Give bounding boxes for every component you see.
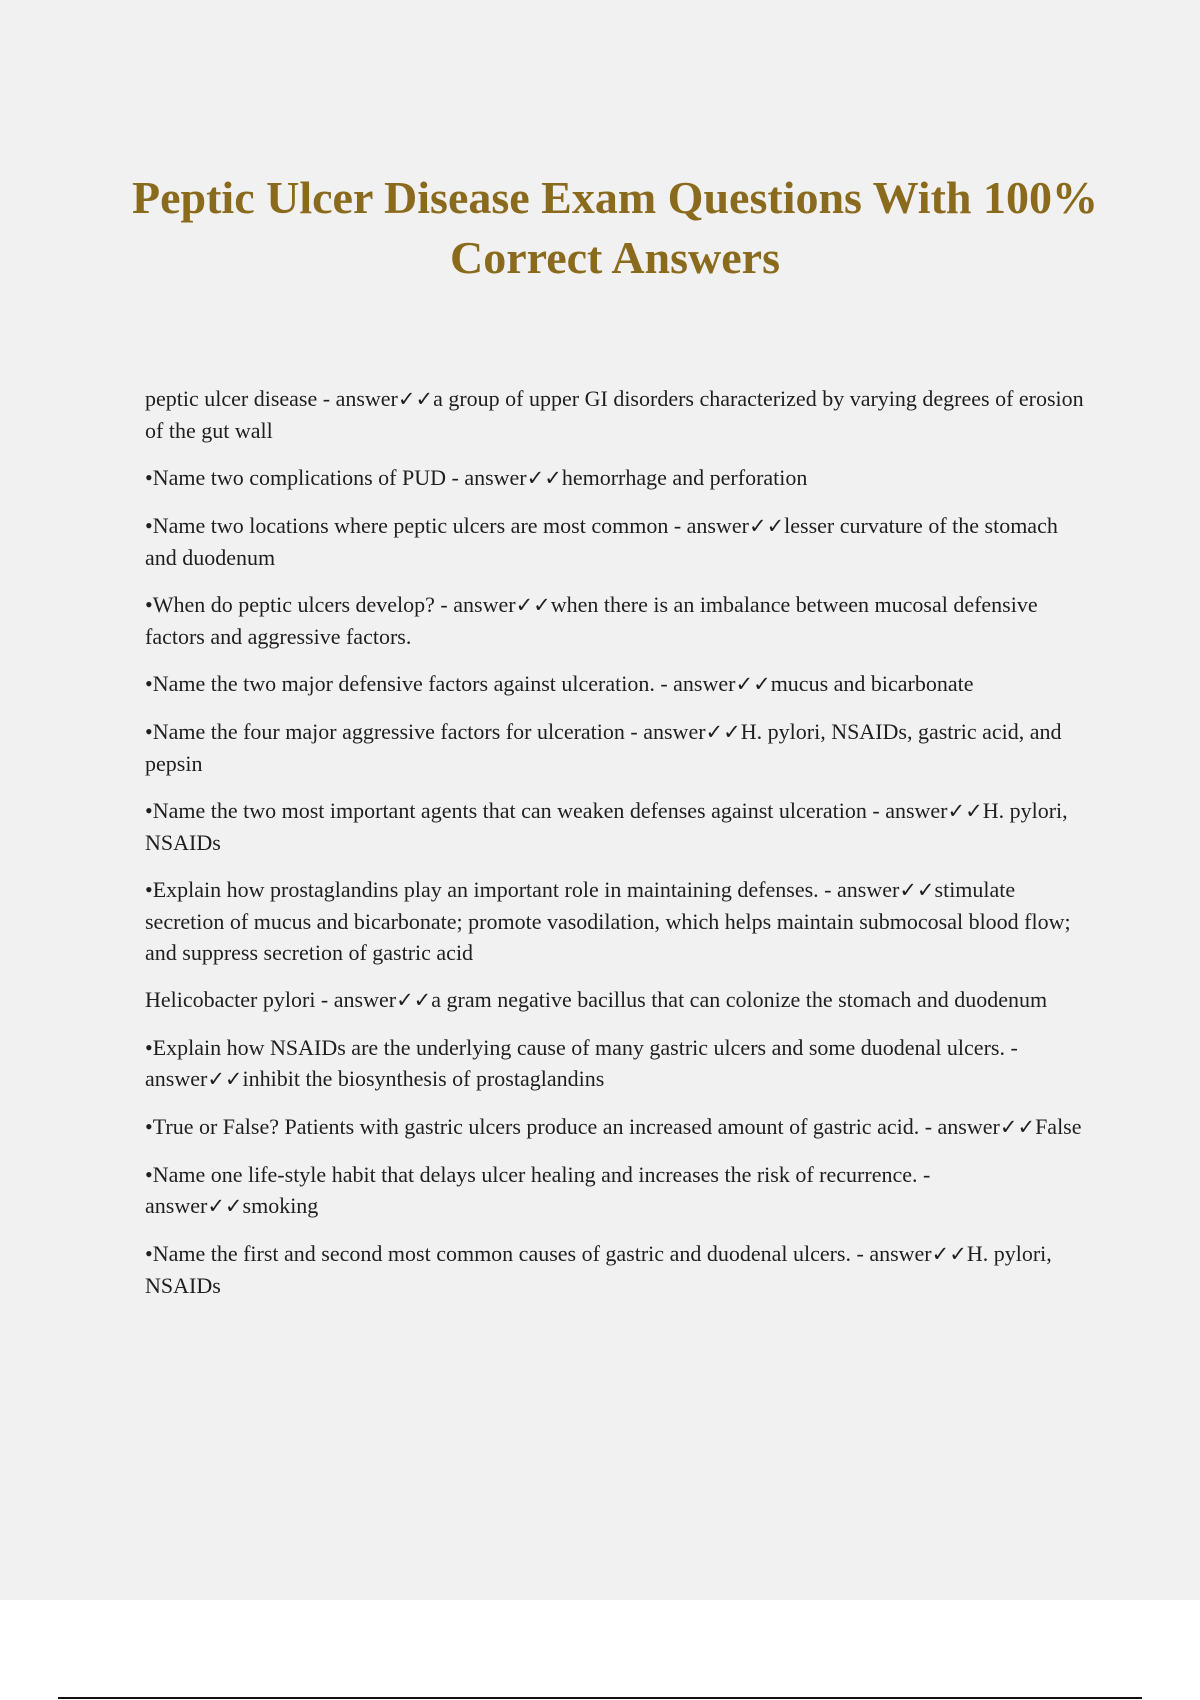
question-text: •When do peptic ulcers develop? - (145, 592, 454, 617)
double-check-icon: ✓✓ (999, 1115, 1036, 1139)
document-title: Peptic Ulcer Disease Exam Questions With 100% Correct Answers (132, 172, 1098, 283)
question-text: Helicobacter pylori - (145, 987, 334, 1012)
question-text: •Explain how NSAIDs are the underlying cause of many gastric ulcers and some duodenal ulcers. - (145, 1035, 1018, 1060)
answer-text: mucus and bicarbonate (770, 671, 974, 696)
answer-label: answer (145, 1066, 208, 1091)
answer-text: stimulate secretion of mucus and bicarbonate; promote vasodilation, which helps maintain submocosal blood flow; and suppress secretion of gastric acid (145, 877, 1071, 965)
answer-label: answer (686, 513, 749, 538)
qa-item (145, 668, 1085, 700)
double-check-icon: ✓✓ (931, 1242, 967, 1266)
double-check-icon: ✓✓ (748, 514, 785, 538)
qa-item (145, 716, 1085, 779)
answer-label: answer (333, 987, 397, 1012)
answer-text: inhibit the biosynthesis of prostaglandins (242, 1066, 605, 1091)
answer-text: False (1035, 1114, 1082, 1139)
double-check-icon: ✓✓ (735, 672, 771, 696)
question-text: •Name two complications of PUD - (145, 465, 465, 490)
answer-label: answer (673, 671, 736, 696)
qa-item (145, 589, 1085, 652)
question-text: •Name one life-style habit that delays ulcer healing and increases the risk of recurrence. - (145, 1162, 931, 1187)
qa-item (145, 1111, 1085, 1143)
question-text: •True or False? Patients with gastric ulcers produce an increased amount of gastric acid. - (145, 1114, 938, 1139)
double-check-icon: ✓✓ (526, 466, 562, 490)
question-text: •Name two locations where peptic ulcers are most common - (145, 513, 687, 538)
question-text: •Name the four major aggressive factors for ulceration - (145, 719, 644, 744)
double-check-icon: ✓✓ (705, 720, 741, 744)
answer-label: answer (837, 877, 900, 902)
answer-text: lesser curvature of the stomach and duodenum (145, 513, 1058, 570)
double-check-icon: ✓✓ (397, 387, 434, 411)
answer-text: when there is an imbalance between mucosal defensive factors and aggressive factors. (145, 592, 1038, 649)
answer-label: answer (869, 1241, 932, 1266)
question-text: •Explain how prostaglandins play an important role in maintaining defenses. - (145, 877, 837, 902)
question-text: •Name the first and second most common causes of gastric and duodenal ulcers. - (145, 1241, 870, 1266)
qa-item (145, 462, 1085, 494)
qa-list (145, 383, 1085, 1317)
question-text: peptic ulcer disease - (145, 386, 336, 411)
qa-item (145, 984, 1085, 1016)
answer-label: answer (885, 798, 948, 823)
answer-text: H. pylori, NSAIDs (145, 798, 1068, 855)
qa-item (145, 1238, 1085, 1301)
answer-text: a group of upper GI disorders characterized by varying degrees of erosion of the gut wall (145, 386, 1084, 443)
question-text: •Name the two most important agents that can weaken defenses against ulceration - (145, 798, 886, 823)
answer-label: answer (643, 719, 706, 744)
answer-text: a gram negative bacillus that can colonize the stomach and duodenum (431, 987, 1048, 1012)
qa-item (145, 1159, 1085, 1222)
answer-label: answer (453, 592, 516, 617)
double-check-icon: ✓✓ (515, 593, 551, 617)
qa-item (145, 874, 1085, 968)
double-check-icon: ✓✓ (947, 799, 983, 823)
qa-item (145, 795, 1085, 858)
qa-item (145, 383, 1085, 446)
qa-item (145, 510, 1085, 573)
double-check-icon: ✓✓ (396, 988, 432, 1012)
answer-label: answer (145, 1193, 208, 1218)
qa-item (145, 1032, 1085, 1095)
answer-label: answer (335, 386, 398, 411)
answer-label: answer (937, 1114, 1000, 1139)
answer-text: H. pylori, NSAIDs (145, 1241, 1052, 1298)
answer-text: smoking (242, 1193, 319, 1218)
answer-label: answer (464, 465, 527, 490)
bottom-divider (58, 1697, 1142, 1699)
double-check-icon: ✓✓ (207, 1067, 243, 1091)
answer-text: H. pylori, NSAIDs, gastric acid, and pepsin (145, 719, 1062, 776)
double-check-icon: ✓✓ (899, 878, 935, 902)
question-text: •Name the two major defensive factors against ulceration. - (145, 671, 674, 696)
double-check-icon: ✓✓ (207, 1194, 243, 1218)
answer-text: hemorrhage and perforation (561, 465, 808, 490)
